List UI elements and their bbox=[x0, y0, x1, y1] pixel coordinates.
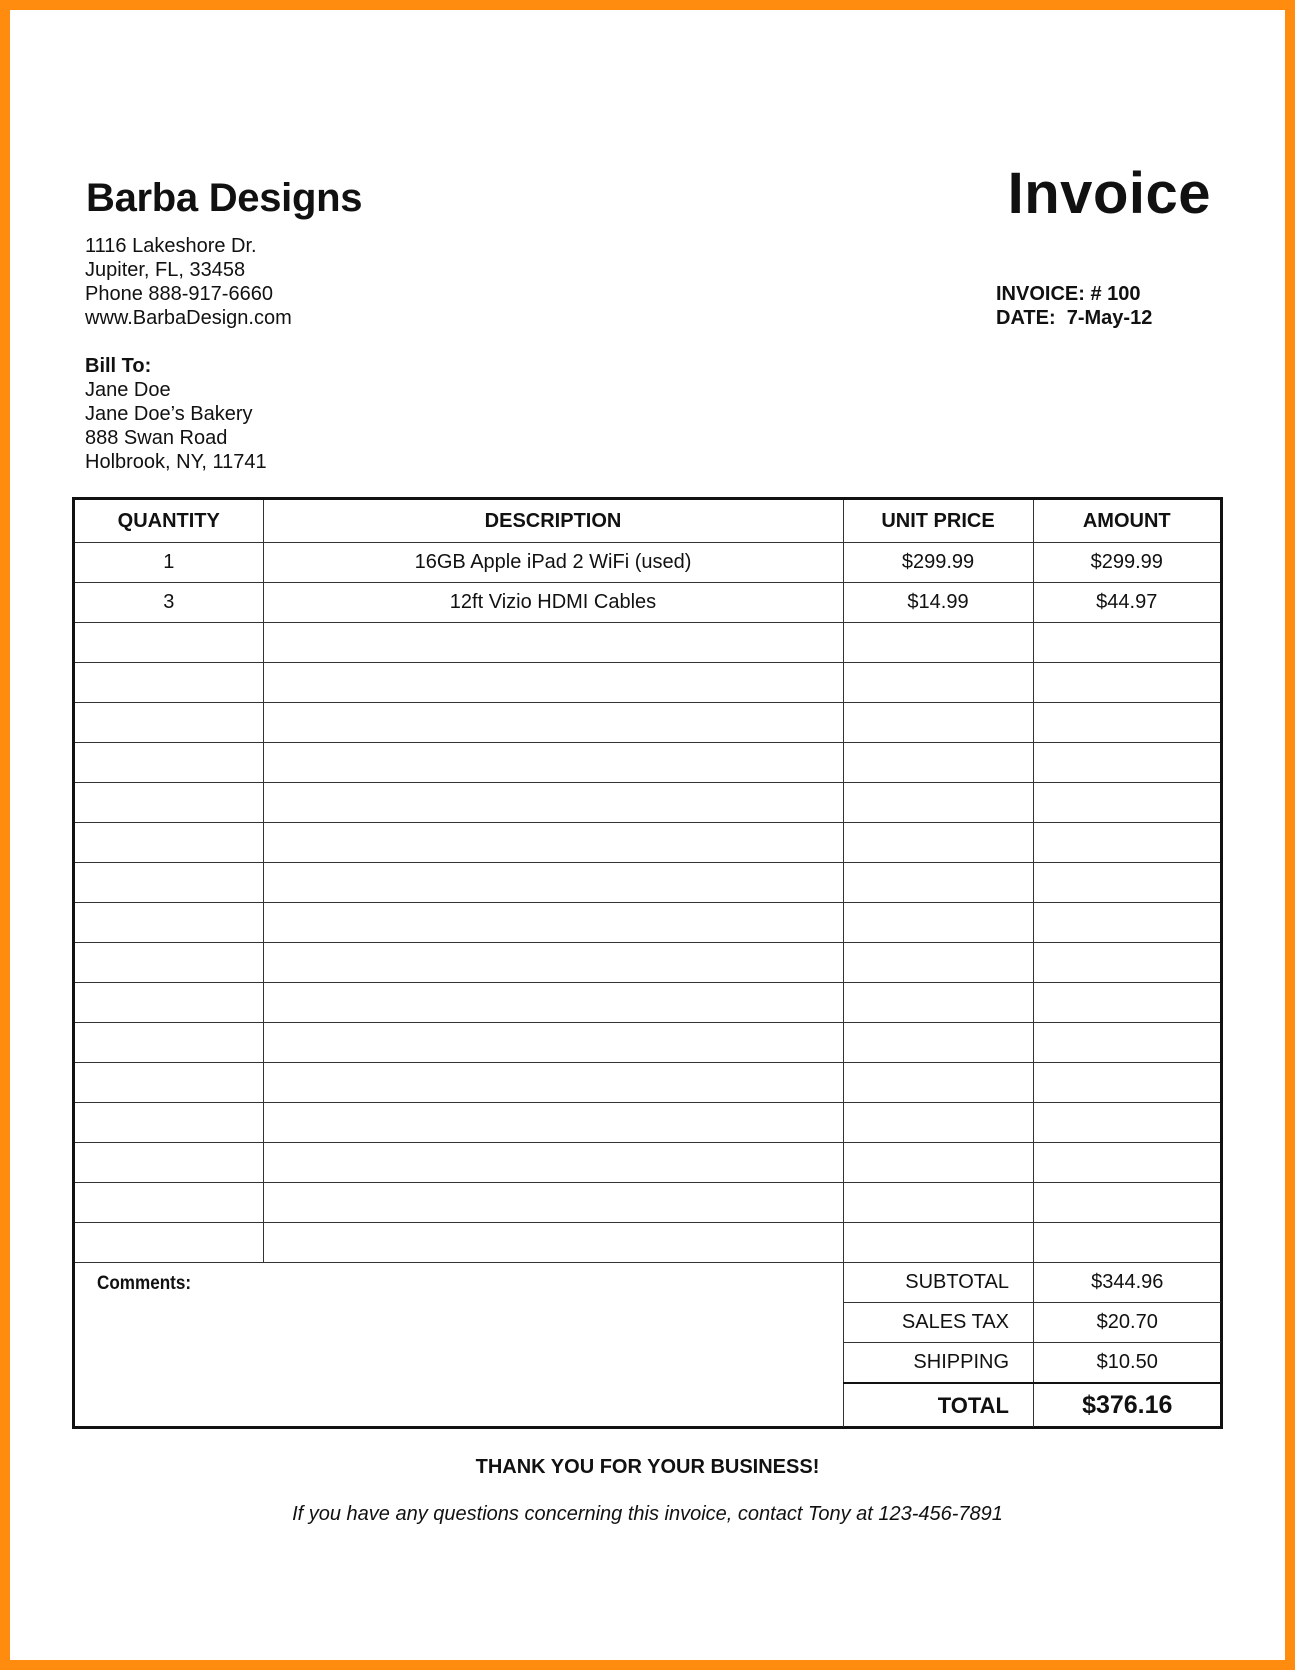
shipping-row bbox=[844, 1343, 1221, 1384]
company-website: www.BarbaDesign.com bbox=[85, 307, 292, 329]
cell-unit-price bbox=[843, 1183, 1033, 1223]
cell-unit-price bbox=[843, 1103, 1033, 1143]
cell-description bbox=[263, 743, 843, 783]
table-row-empty bbox=[75, 863, 1220, 903]
subtotal-value: $344.96 bbox=[1034, 1263, 1221, 1303]
cell-unit-price: $299.99 bbox=[843, 543, 1033, 583]
company-name: Barba Designs bbox=[86, 176, 363, 220]
company-address bbox=[85, 234, 292, 330]
cell-unit-price bbox=[843, 783, 1033, 823]
cell-amount: $44.97 bbox=[1033, 583, 1220, 623]
cell-amount bbox=[1033, 1183, 1220, 1223]
cell-amount bbox=[1033, 1063, 1220, 1103]
cell-amount bbox=[1033, 663, 1220, 703]
subtotal-row bbox=[844, 1263, 1221, 1303]
company-phone: Phone 888-917-6660 bbox=[85, 283, 273, 305]
cell-amount bbox=[1033, 1023, 1220, 1063]
table-row-empty bbox=[75, 823, 1220, 863]
cell-description: 12ft Vizio HDMI Cables bbox=[263, 583, 843, 623]
cell-amount bbox=[1033, 903, 1220, 943]
cell-amount bbox=[1033, 823, 1220, 863]
cell-amount bbox=[1033, 703, 1220, 743]
cell-quantity bbox=[75, 1063, 263, 1103]
cell-unit-price bbox=[843, 1023, 1033, 1063]
cell-quantity: 1 bbox=[75, 543, 263, 583]
cell-quantity bbox=[75, 863, 263, 903]
cell-description bbox=[263, 1183, 843, 1223]
cell-quantity bbox=[75, 1143, 263, 1183]
cell-unit-price bbox=[843, 823, 1033, 863]
cell-unit-price bbox=[843, 663, 1033, 703]
address-line-1: 1116 Lakeshore Dr. bbox=[85, 235, 257, 257]
cell-unit-price bbox=[843, 943, 1033, 983]
invoice-date: DATE: 7-May-12 bbox=[996, 307, 1153, 329]
header-quantity: QUANTITY bbox=[75, 500, 263, 543]
table-row-empty bbox=[75, 943, 1220, 983]
table-row-empty bbox=[75, 1223, 1220, 1263]
cell-unit-price bbox=[843, 983, 1033, 1023]
invoice-meta bbox=[996, 282, 1152, 330]
cell-description bbox=[263, 943, 843, 983]
cell-quantity bbox=[75, 903, 263, 943]
table-row-empty bbox=[75, 1183, 1220, 1223]
cell-amount bbox=[1033, 783, 1220, 823]
comments-label: Comments: bbox=[97, 1273, 192, 1294]
cell-description bbox=[263, 1223, 843, 1263]
total-label: TOTAL bbox=[844, 1383, 1034, 1427]
cell-description bbox=[263, 1023, 843, 1063]
shipping-label: SHIPPING bbox=[844, 1343, 1034, 1384]
cell-unit-price bbox=[843, 743, 1033, 783]
cell-quantity bbox=[75, 1223, 263, 1263]
cell-amount bbox=[1033, 623, 1220, 663]
invoice-table bbox=[72, 497, 1223, 1429]
cell-description bbox=[263, 623, 843, 663]
table-row-empty bbox=[75, 983, 1220, 1023]
cell-quantity bbox=[75, 1103, 263, 1143]
cell-amount bbox=[1033, 863, 1220, 903]
shipping-value: $10.50 bbox=[1034, 1343, 1221, 1384]
sales-tax-value: $20.70 bbox=[1034, 1303, 1221, 1343]
table-row-empty bbox=[75, 743, 1220, 783]
table-row-empty bbox=[75, 1023, 1220, 1063]
bill-to-street: 888 Swan Road bbox=[85, 427, 228, 449]
cell-quantity bbox=[75, 623, 263, 663]
cell-quantity bbox=[75, 743, 263, 783]
cell-description bbox=[263, 863, 843, 903]
cell-quantity bbox=[75, 783, 263, 823]
cell-quantity bbox=[75, 663, 263, 703]
cell-unit-price bbox=[843, 703, 1033, 743]
cell-quantity bbox=[75, 983, 263, 1023]
address-line-2: Jupiter, FL, 33458 bbox=[85, 259, 246, 281]
cell-unit-price bbox=[843, 1223, 1033, 1263]
bill-to-city: Holbrook, NY, 11741 bbox=[85, 451, 267, 473]
total-value: $376.16 bbox=[1034, 1383, 1221, 1427]
cell-quantity bbox=[75, 703, 263, 743]
table-row-empty bbox=[75, 663, 1220, 703]
bill-to bbox=[85, 354, 267, 474]
table-row-empty bbox=[75, 1103, 1220, 1143]
table-row-empty bbox=[75, 1063, 1220, 1103]
cell-description bbox=[263, 1143, 843, 1183]
table-row-empty bbox=[75, 703, 1220, 743]
cell-description bbox=[263, 1063, 843, 1103]
sales-tax-label: SALES TAX bbox=[844, 1303, 1034, 1343]
cell-amount bbox=[1033, 1143, 1220, 1183]
cell-unit-price bbox=[843, 1063, 1033, 1103]
cell-description bbox=[263, 703, 843, 743]
cell-amount bbox=[1033, 1223, 1220, 1263]
table-row-empty bbox=[75, 1143, 1220, 1183]
table-row-empty bbox=[75, 903, 1220, 943]
header-unit-price: UNIT PRICE bbox=[843, 500, 1033, 543]
header-description: DESCRIPTION bbox=[263, 500, 843, 543]
cell-description bbox=[263, 663, 843, 703]
table-header-row bbox=[75, 500, 1220, 543]
cell-quantity bbox=[75, 1183, 263, 1223]
cell-quantity bbox=[75, 1023, 263, 1063]
line-items-table bbox=[75, 500, 1220, 1263]
cell-description bbox=[263, 823, 843, 863]
cell-unit-price: $14.99 bbox=[843, 583, 1033, 623]
cell-amount bbox=[1033, 983, 1220, 1023]
cell-unit-price bbox=[843, 1143, 1033, 1183]
bill-to-label: Bill To: bbox=[85, 355, 152, 377]
cell-amount bbox=[1033, 743, 1220, 783]
table-row-empty bbox=[75, 783, 1220, 823]
cell-description bbox=[263, 783, 843, 823]
cell-description bbox=[263, 983, 843, 1023]
invoice-number: INVOICE: # 100 bbox=[996, 283, 1141, 305]
bill-to-name: Jane Doe bbox=[85, 379, 171, 401]
cell-description bbox=[263, 903, 843, 943]
table-row bbox=[75, 583, 1220, 623]
total-row bbox=[844, 1383, 1221, 1427]
cell-unit-price bbox=[843, 903, 1033, 943]
table-row bbox=[75, 543, 1220, 583]
thank-you-message: THANK YOU FOR YOUR BUSINESS! bbox=[475, 1456, 820, 1478]
cell-description: 16GB Apple iPad 2 WiFi (used) bbox=[263, 543, 843, 583]
cell-amount bbox=[1033, 1103, 1220, 1143]
cell-unit-price bbox=[843, 623, 1033, 663]
header-amount: AMOUNT bbox=[1033, 500, 1220, 543]
cell-quantity bbox=[75, 943, 263, 983]
contact-note: If you have any questions concerning this invoice, contact Tony at 123-456-7891 bbox=[292, 1503, 1003, 1525]
sales-tax-row bbox=[844, 1303, 1221, 1343]
cell-unit-price bbox=[843, 863, 1033, 903]
subtotal-label: SUBTOTAL bbox=[844, 1263, 1034, 1303]
bill-to-business: Jane Doe’s Bakery bbox=[85, 403, 253, 425]
totals-table bbox=[843, 1263, 1221, 1427]
cell-amount bbox=[1033, 943, 1220, 983]
cell-quantity bbox=[75, 823, 263, 863]
table-row-empty bbox=[75, 623, 1220, 663]
summary-section bbox=[75, 1263, 1220, 1426]
cell-amount: $299.99 bbox=[1033, 543, 1220, 583]
cell-description bbox=[263, 1103, 843, 1143]
invoice-title: Invoice bbox=[1007, 161, 1211, 226]
cell-quantity: 3 bbox=[75, 583, 263, 623]
